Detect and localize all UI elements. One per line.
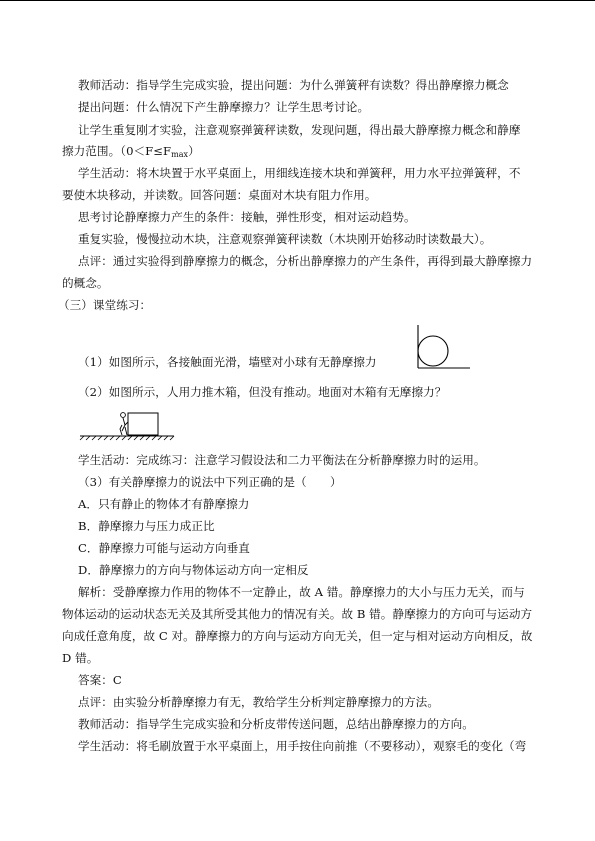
range-text: 擦力范围。（0＜F≤F (62, 144, 172, 158)
para-repeat-experiment: 让学生重复刚才实验，注意观察弹簧秤读数，发现问题，得出最大静摩擦力概念和静摩 (78, 123, 521, 137)
person-pushing-box-figure (78, 405, 178, 441)
para-answer: 答案：C (78, 673, 122, 687)
option-a: A．只有静止的物体才有静摩擦力 (78, 497, 250, 511)
para-question: 提出问题：什么情况下产生静摩擦力？让学生思考讨论。 (78, 100, 370, 114)
range-subscript: max (171, 150, 189, 159)
page-top-border (0, 0, 595, 1)
para-analysis-2: 物体运动的运动状态无关及其所受其他力的情况有关。故 B 错。静摩擦力的方向可与运动方 (62, 607, 533, 621)
para-conditions: 思考讨论静摩擦力产生的条件：接触，弹性形变，相对运动趋势。 (78, 210, 416, 224)
para-student-activity-3: 学生活动：将毛刷放置于水平桌面上，用手按住向前推（不要移动），观察毛的变化（弯 (78, 739, 527, 753)
question-3: （3）有关静摩擦力的说法中下列正确的是（ ） (78, 475, 342, 489)
para-repeat-slow: 重复实验，慢慢拉动木块，注意观察弹簧秤读数（木块刚开始移动时读数最大）。 (78, 232, 492, 246)
para-comment-1: 点评：通过实验得到静摩擦力的概念，分析出静摩擦力的产生条件，再得到最大静摩擦力 (78, 254, 533, 268)
range-close: ） (188, 144, 200, 158)
ground-hatching (80, 436, 174, 440)
question-1: （1）如图所示，各接触面光滑，墙壁对小球有无静摩擦力 (78, 355, 377, 369)
option-c: C．静摩擦力可能与运动方向垂直 (78, 541, 250, 555)
para-range (62, 144, 540, 162)
person-body (120, 418, 128, 435)
para-comment-1b: 的概念。 (62, 276, 109, 290)
para-student-activity-2: 学生活动：完成练习：注意学习假设法和二力平衡法在分析静摩擦力时的运用。 (78, 453, 486, 467)
person-head (121, 413, 126, 418)
para-student-activity-1: 学生活动：将木块置于水平桌面上，用细线连接木块和弹簧秤，用力水平拉弹簧秤，不 (78, 166, 521, 180)
option-d: D．静摩擦力的方向与物体运动方向一定相反 (78, 563, 309, 577)
para-student-activity-1b: 要使木块移动，并读数。回答问题：桌面对木块有阻力作用。 (62, 188, 377, 202)
para-analysis-3: 向成任意角度，故 C 对。静摩擦力的方向与运动方向无关，但一定与相对运动方向相反，故 (62, 629, 533, 643)
para-teacher-activity-1: 教师活动：指导学生完成实验，提出问题：为什么弹簧秤有读数？得出静摩擦力概念 (78, 78, 509, 92)
para-analysis-4: D 错。 (62, 651, 99, 665)
section-heading-practice: （三）课堂练习： (58, 298, 152, 312)
box-rect (128, 413, 158, 435)
question-2: （2）如图所示，人用力推木箱，但没有推动。地面对木箱有无摩擦力？ (78, 385, 447, 399)
para-comment-2: 点评：由实验分析静摩擦力有无，教给学生分析判定静摩擦力的方法。 (78, 695, 439, 709)
option-b: B．静摩擦力与压力成正比 (78, 519, 215, 533)
para-teacher-activity-2: 教师活动：指导学生完成实验和分析皮带传送问题，总结出静摩擦力的方向。 (78, 717, 474, 731)
para-analysis-1: 解析：受静摩擦力作用的物体不一定静止，故 A 错。静摩擦力的大小与压力无关，而与 (78, 585, 525, 599)
